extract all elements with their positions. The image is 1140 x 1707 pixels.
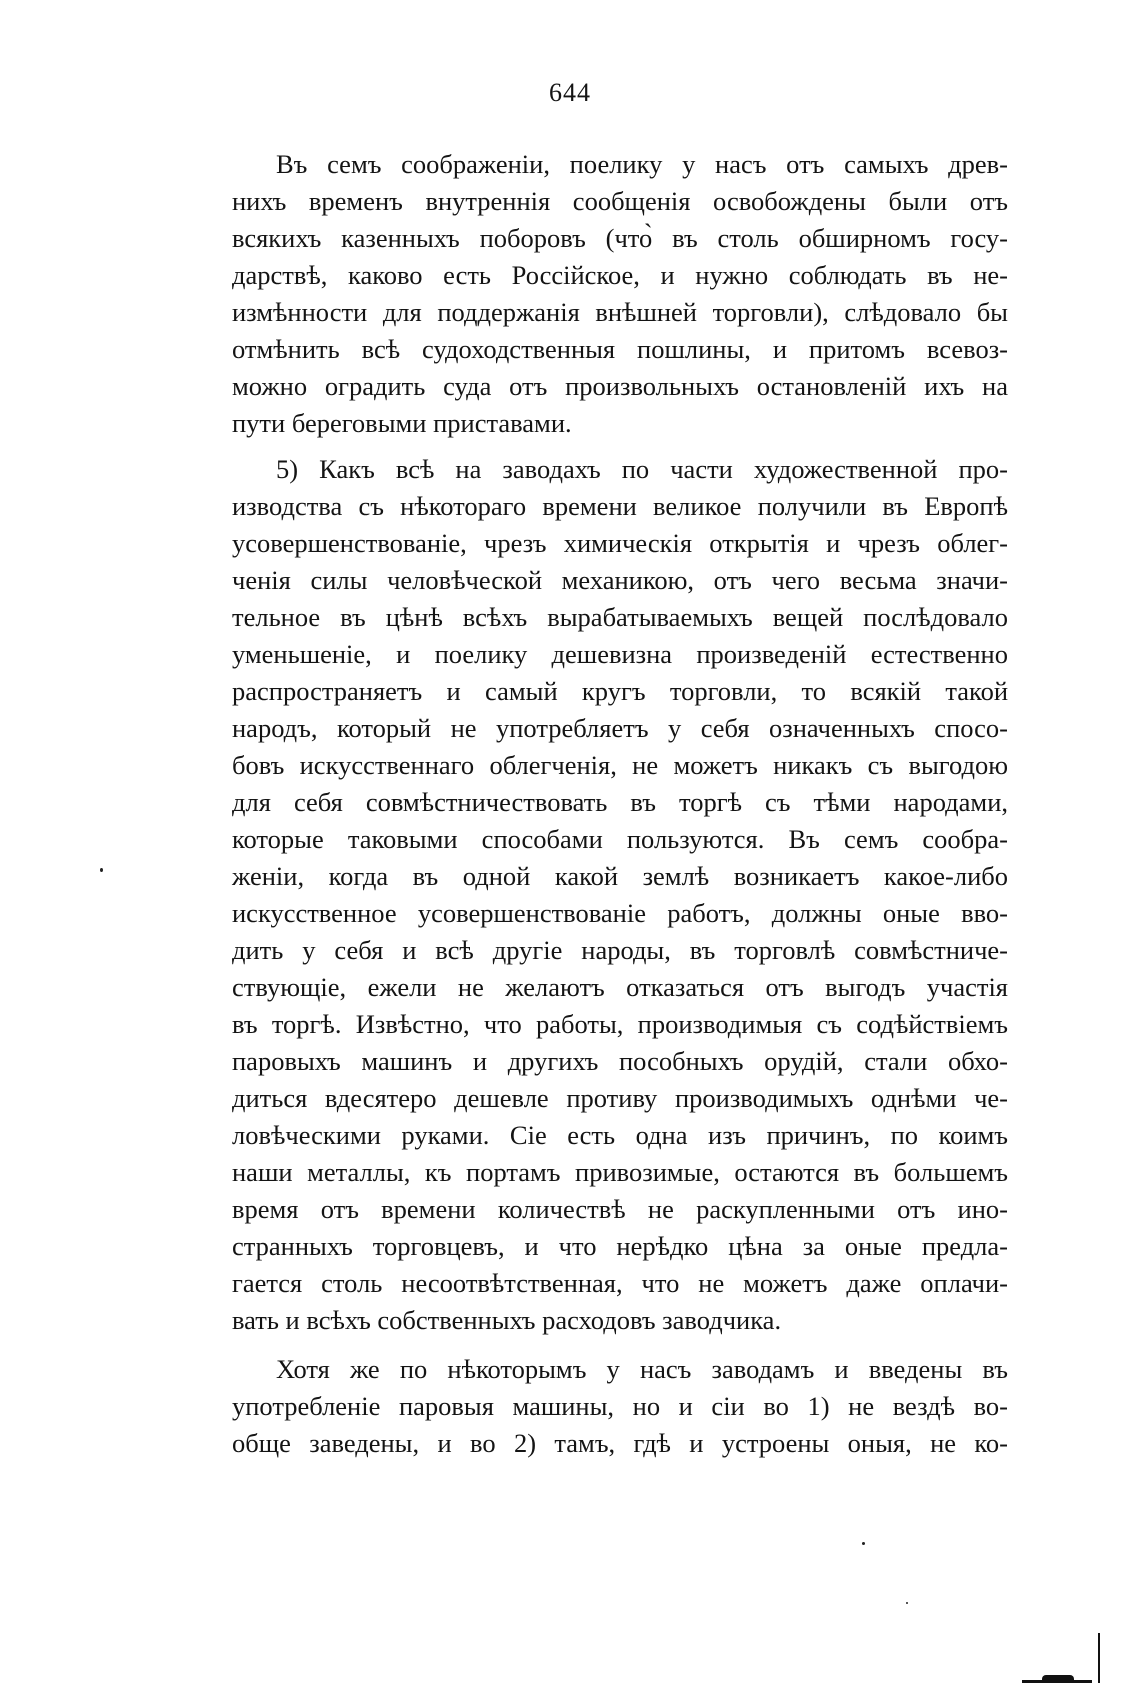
text-line: Въ семъ соображеніи, поелику у насъ отъ самыхъ древ-	[276, 149, 1008, 179]
text-line: для себя совмѣстничествовать въ торгѣ съ тѣми народами,	[232, 787, 1008, 817]
text-line: въ торгѣ. Извѣстно, что работы, производимыя съ содѣйствіемъ	[232, 1009, 1008, 1039]
text-line: отмѣнить всѣ судоходственныя пошлины, и притомъ всевоз-	[232, 334, 1008, 364]
text-line: обще заведены, и во 2) тамъ, гдѣ и устроены оныя, не ко-	[232, 1428, 1008, 1458]
text-line: нихъ временъ внутреннія сообщенія освобождены были отъ	[232, 186, 1008, 216]
text-line: наши металлы, къ портамъ привозимые, остаются въ большемъ	[232, 1157, 1008, 1187]
text-line: распространяетъ и самый кругъ торговли, то всякій такой	[232, 676, 1008, 706]
text-line: ствующіе, ежели не желаютъ отказаться отъ выгодъ участія	[232, 972, 1008, 1002]
text-line: народъ, который не употребляетъ у себя означенныхъ спосо-	[232, 713, 1008, 743]
text-line: искусственное усовершенствованіе работъ, должны оные вво-	[232, 898, 1008, 928]
body-text	[232, 146, 1008, 1462]
paragraph-2	[232, 451, 1008, 1339]
scan-speck	[906, 1602, 908, 1604]
text-line: изводства съ нѣкотораго времени великое получили въ Европѣ	[232, 491, 1008, 521]
text-line: всякихъ казенныхъ поборовъ (что̀ въ столь обширномъ госу-	[232, 223, 1008, 253]
page-number: 644	[549, 78, 591, 107]
text-line: которые таковыми способами пользуются. Въ семъ сообра-	[232, 824, 1008, 854]
text-line: время отъ времени количествѣ не раскупленными отъ ино-	[232, 1194, 1008, 1224]
scan-speck	[862, 1542, 865, 1545]
scan-edge-mark	[1022, 1667, 1112, 1687]
paragraph-3	[232, 1351, 1008, 1462]
text-line: паровыхъ машинъ и другихъ пособныхъ орудій, стали обхо-	[232, 1046, 1008, 1076]
text-line: Хотя же по нѣкоторымъ у насъ заводамъ и введены въ	[276, 1354, 1008, 1384]
text-line: усовершенствованіе, чрезъ химическія открытія и чрезъ облег-	[232, 528, 1008, 558]
text-line: странныхъ торговцевъ, и что нерѣдко цѣна за оные предла-	[232, 1231, 1008, 1261]
text-line: бовъ искусственнаго облегченія, не можетъ никакъ съ выгодою	[232, 750, 1008, 780]
text-line: измѣнности для поддержанія внѣшней торговли), слѣдовало бы	[232, 297, 1008, 327]
text-line: дарствѣ, каково есть Россійское, и нужно соблюдать въ не-	[232, 260, 1008, 290]
text-line: ченія силы человѣческой механикою, отъ чего весьма значи-	[232, 565, 1008, 595]
text-line: 5) Какъ всѣ на заводахъ по части художественной про-	[276, 454, 1008, 484]
text-line: пути береговыми приставами.	[232, 408, 572, 438]
text-line: женіи, когда въ одной какой землѣ возникаетъ какое-либо	[232, 861, 1008, 891]
paragraph-1	[232, 146, 1008, 442]
text-line: вать и всѣхъ собственныхъ расходовъ заводчика.	[232, 1305, 782, 1335]
text-line: диться вдесятеро дешевле противу производимыхъ однѣми че-	[232, 1083, 1008, 1113]
text-line: гается столь несоотвѣтственная, что не можетъ даже оплачи-	[232, 1268, 1008, 1298]
scan-speck	[100, 868, 103, 872]
text-line: употребленіе паровыя машины, но и сіи во 1) не вездѣ во-	[232, 1391, 1008, 1421]
text-line: дить у себя и всѣ другіе народы, въ торговлѣ совмѣстниче-	[232, 935, 1008, 965]
text-line: можно оградить суда отъ произвольныхъ остановленій ихъ на	[232, 371, 1008, 401]
text-line: тельное въ цѣнѣ всѣхъ вырабатываемыхъ вещей послѣдовало	[232, 602, 1008, 632]
text-line: ловѣческими руками. Сіе есть одна изъ причинъ, по коимъ	[232, 1120, 1008, 1150]
text-line: уменьшеніе, и поелику дешевизна произведеній естественно	[232, 639, 1008, 669]
